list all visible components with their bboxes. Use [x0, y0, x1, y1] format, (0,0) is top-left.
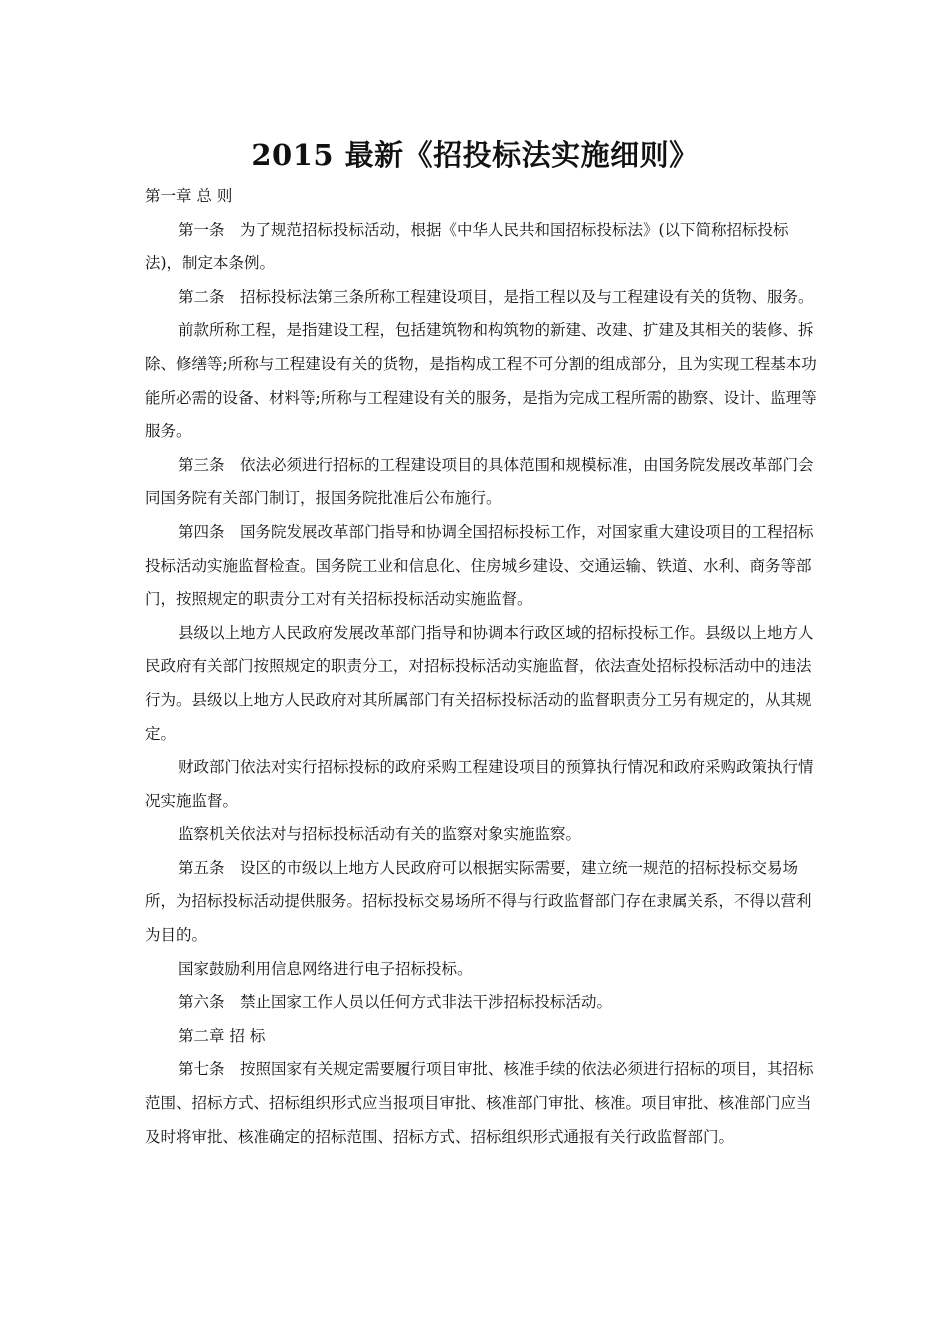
chapter-heading: 第一章 总 则: [145, 187, 233, 205]
article-paragraph: 第六条 禁止国家工作人员以任何方式非法干涉招标投标活动。: [178, 993, 613, 1012]
article-paragraph: 前款所称工程，是指建设工程，包括建筑物和构筑物的新建、改建、扩建及其相关的装修、拆除、修缮等;所称与工程建设有关的货物，是指构成工程不可分割的组成部分，且为实现工程基本功能所必需的设备、材料等;所称与工程建设有关的服务，是指为完成工程所需的勘察、设计、监理等服务。: [145, 321, 817, 441]
document-title: 2015 最新《招投标法实施细则》: [251, 138, 699, 173]
article-paragraph: 第一条 为了规范招标投标活动，根据《中华人民共和国招标投标法》(以下简称招标投标法)，制定本条例。: [145, 220, 789, 273]
chapter-heading: 第二章 招 标: [178, 1026, 266, 1045]
article-paragraph: 国家鼓励利用信息网络进行电子招标投标。: [178, 959, 473, 978]
article-paragraph: 第四条 国务院发展改革部门指导和协调全国招标投标工作，对国家重大建设项目的工程招标投标活动实施监督检查。国务院工业和信息化、住房城乡建设、交通运输、铁道、水利、商务等部门，按照规定的职责分工对有关招标投标活动实施监督。: [145, 522, 814, 609]
article-paragraph: 财政部门依法对实行招标投标的政府采购工程建设项目的预算执行情况和政府采购政策执行情况实施监督。: [145, 758, 814, 810]
article-paragraph: 第二条 招标投标法第三条所称工程建设项目，是指工程以及与工程建设有关的货物、服务。: [178, 287, 814, 306]
article-paragraph: 第五条 设区的市级以上地方人民政府可以根据实际需要，建立统一规范的招标投标交易场所，为招标投标活动提供服务。招标投标交易场所不得与行政监督部门存在隶属关系，不得以营利为目的。: [145, 858, 812, 945]
document-body: [145, 180, 825, 1154]
article-paragraph: 第三条 依法必须进行招标的工程建设项目的具体范围和规模标准，由国务院发展改革部门会同国务院有关部门制订，报国务院批准后公布施行。: [145, 455, 814, 508]
article-paragraph: 第七条 按照国家有关规定需要履行项目审批、核准手续的依法必须进行招标的项目，其招标范围、招标方式、招标组织形式应当报项目审批、核准部门审批、核准。项目审批、核准部门应当及时将审批、核准确定的招标范围、招标方式、招标组织形式通报有关行政监督部门。: [145, 1060, 814, 1146]
article-paragraph: 监察机关依法对与招标投标活动有关的监察对象实施监察。: [178, 825, 582, 844]
article-paragraph: 县级以上地方人民政府发展改革部门指导和协调本行政区域的招标投标工作。县级以上地方人民政府有关部门按照规定的职责分工，对招标投标活动实施监督，依法查处招标投标活动中的违法行为。县级以上地方人民政府对其所属部门有关招标投标活动的监督职责分工另有规定的，从其规定。: [145, 623, 814, 743]
